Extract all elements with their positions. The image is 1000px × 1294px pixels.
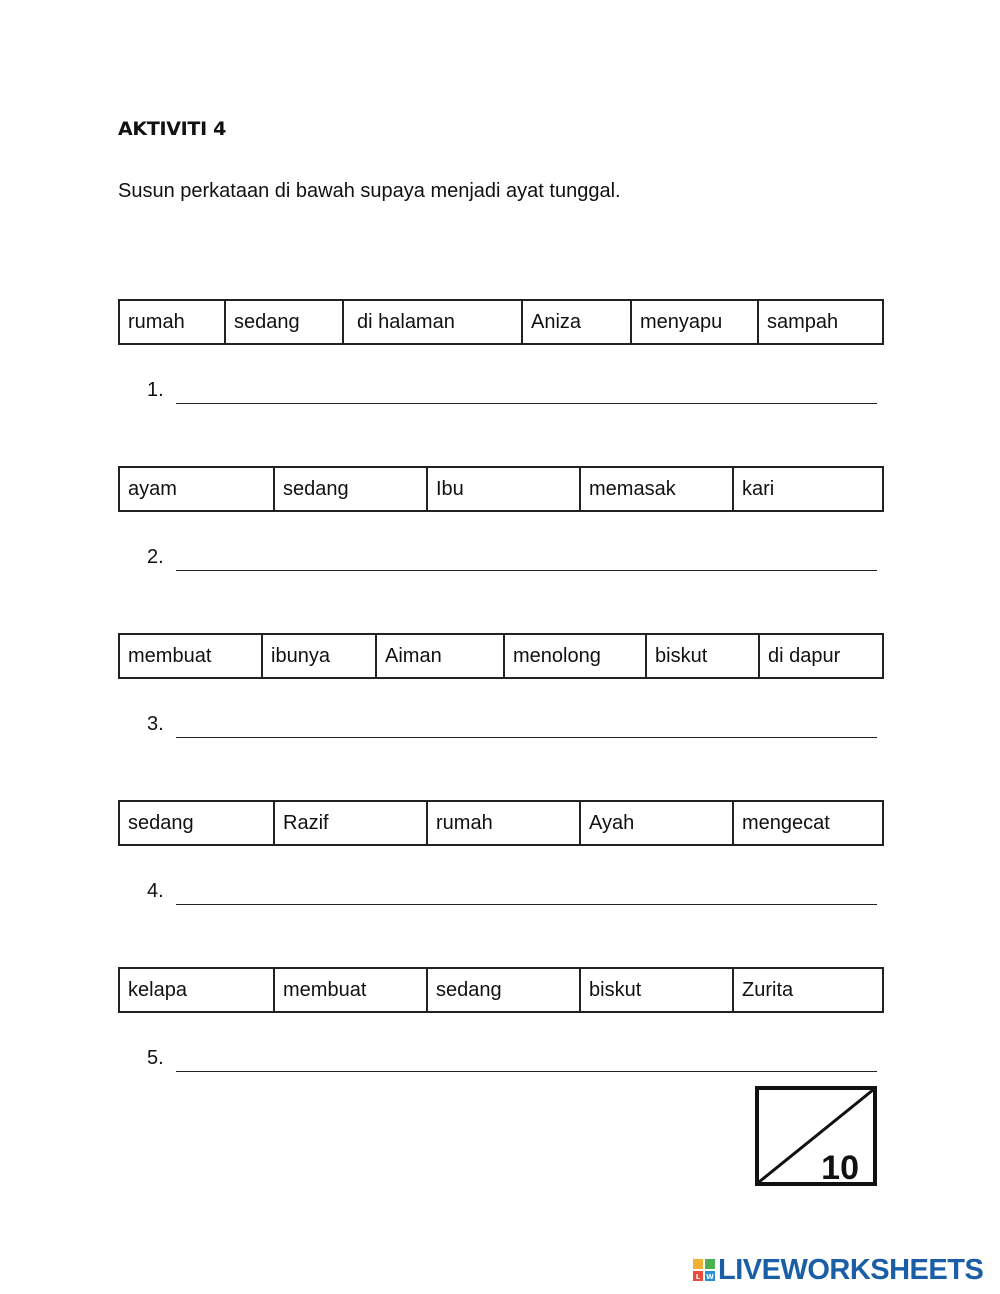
word-row-2 [118,466,884,512]
answer-line-2 [147,544,877,574]
word-cell: memasak [579,468,732,510]
brand-name: LIVEWORKSHEETS [718,1253,984,1286]
answer-line-5 [147,1045,877,1075]
word-cell: rumah [426,802,579,844]
liveworksheets-logo-icon [692,1258,716,1282]
answer-line-3 [147,711,877,741]
word-row-5 [118,967,884,1013]
answer-number: 3. [147,713,164,735]
word-cell: Ibu [426,468,579,510]
answer-number: 4. [147,880,164,902]
word-row-1 [118,299,884,345]
word-cell: ibunya [261,635,375,677]
word-cell: sedang [224,301,342,343]
word-cell: kari [732,468,882,510]
word-cell: Aiman [375,635,503,677]
word-cell: menolong [503,635,645,677]
word-cell: membuat [128,645,212,667]
answer-number: 1. [147,379,164,401]
answer-number: 5. [147,1047,164,1069]
word-cell: rumah [128,311,185,333]
answer-line-4 [147,878,877,908]
word-cell: Zurita [732,969,882,1011]
word-cell: ayam [128,478,177,500]
score-box [755,1086,877,1186]
instruction-text: Susun perkataan di bawah supaya menjadi ayat tunggal. [118,180,621,202]
answer-input-1[interactable] [176,377,877,404]
word-cell: Razif [273,802,426,844]
answer-input-5[interactable] [176,1045,877,1072]
word-cell: menyapu [630,301,757,343]
liveworksheets-brand [692,1254,983,1286]
word-cell: sedang [273,468,426,510]
answer-input-3[interactable] [176,711,877,738]
logo-letter: W [706,1273,714,1281]
answer-line-1 [147,377,877,407]
word-cell: Aniza [521,301,630,343]
word-row-3 [118,633,884,679]
worksheet-title: AKTIVITI 4 [118,118,227,140]
word-cell: di dapur [758,635,882,677]
word-cell: mengecat [732,802,882,844]
word-row-4 [118,800,884,846]
word-cell: sampah [757,301,882,343]
word-cell: sedang [128,812,194,834]
answer-number: 2. [147,546,164,568]
answer-input-4[interactable] [176,878,877,905]
logo-letter: L [695,1273,701,1281]
word-cell: di halaman [342,301,521,343]
word-cell: kelapa [128,979,187,1001]
score-total: 10 [821,1149,859,1187]
word-cell: Ayah [579,802,732,844]
word-cell: membuat [273,969,426,1011]
word-cell: biskut [645,635,758,677]
word-cell: biskut [579,969,732,1011]
word-cell: sedang [426,969,579,1011]
answer-input-2[interactable] [176,544,877,571]
